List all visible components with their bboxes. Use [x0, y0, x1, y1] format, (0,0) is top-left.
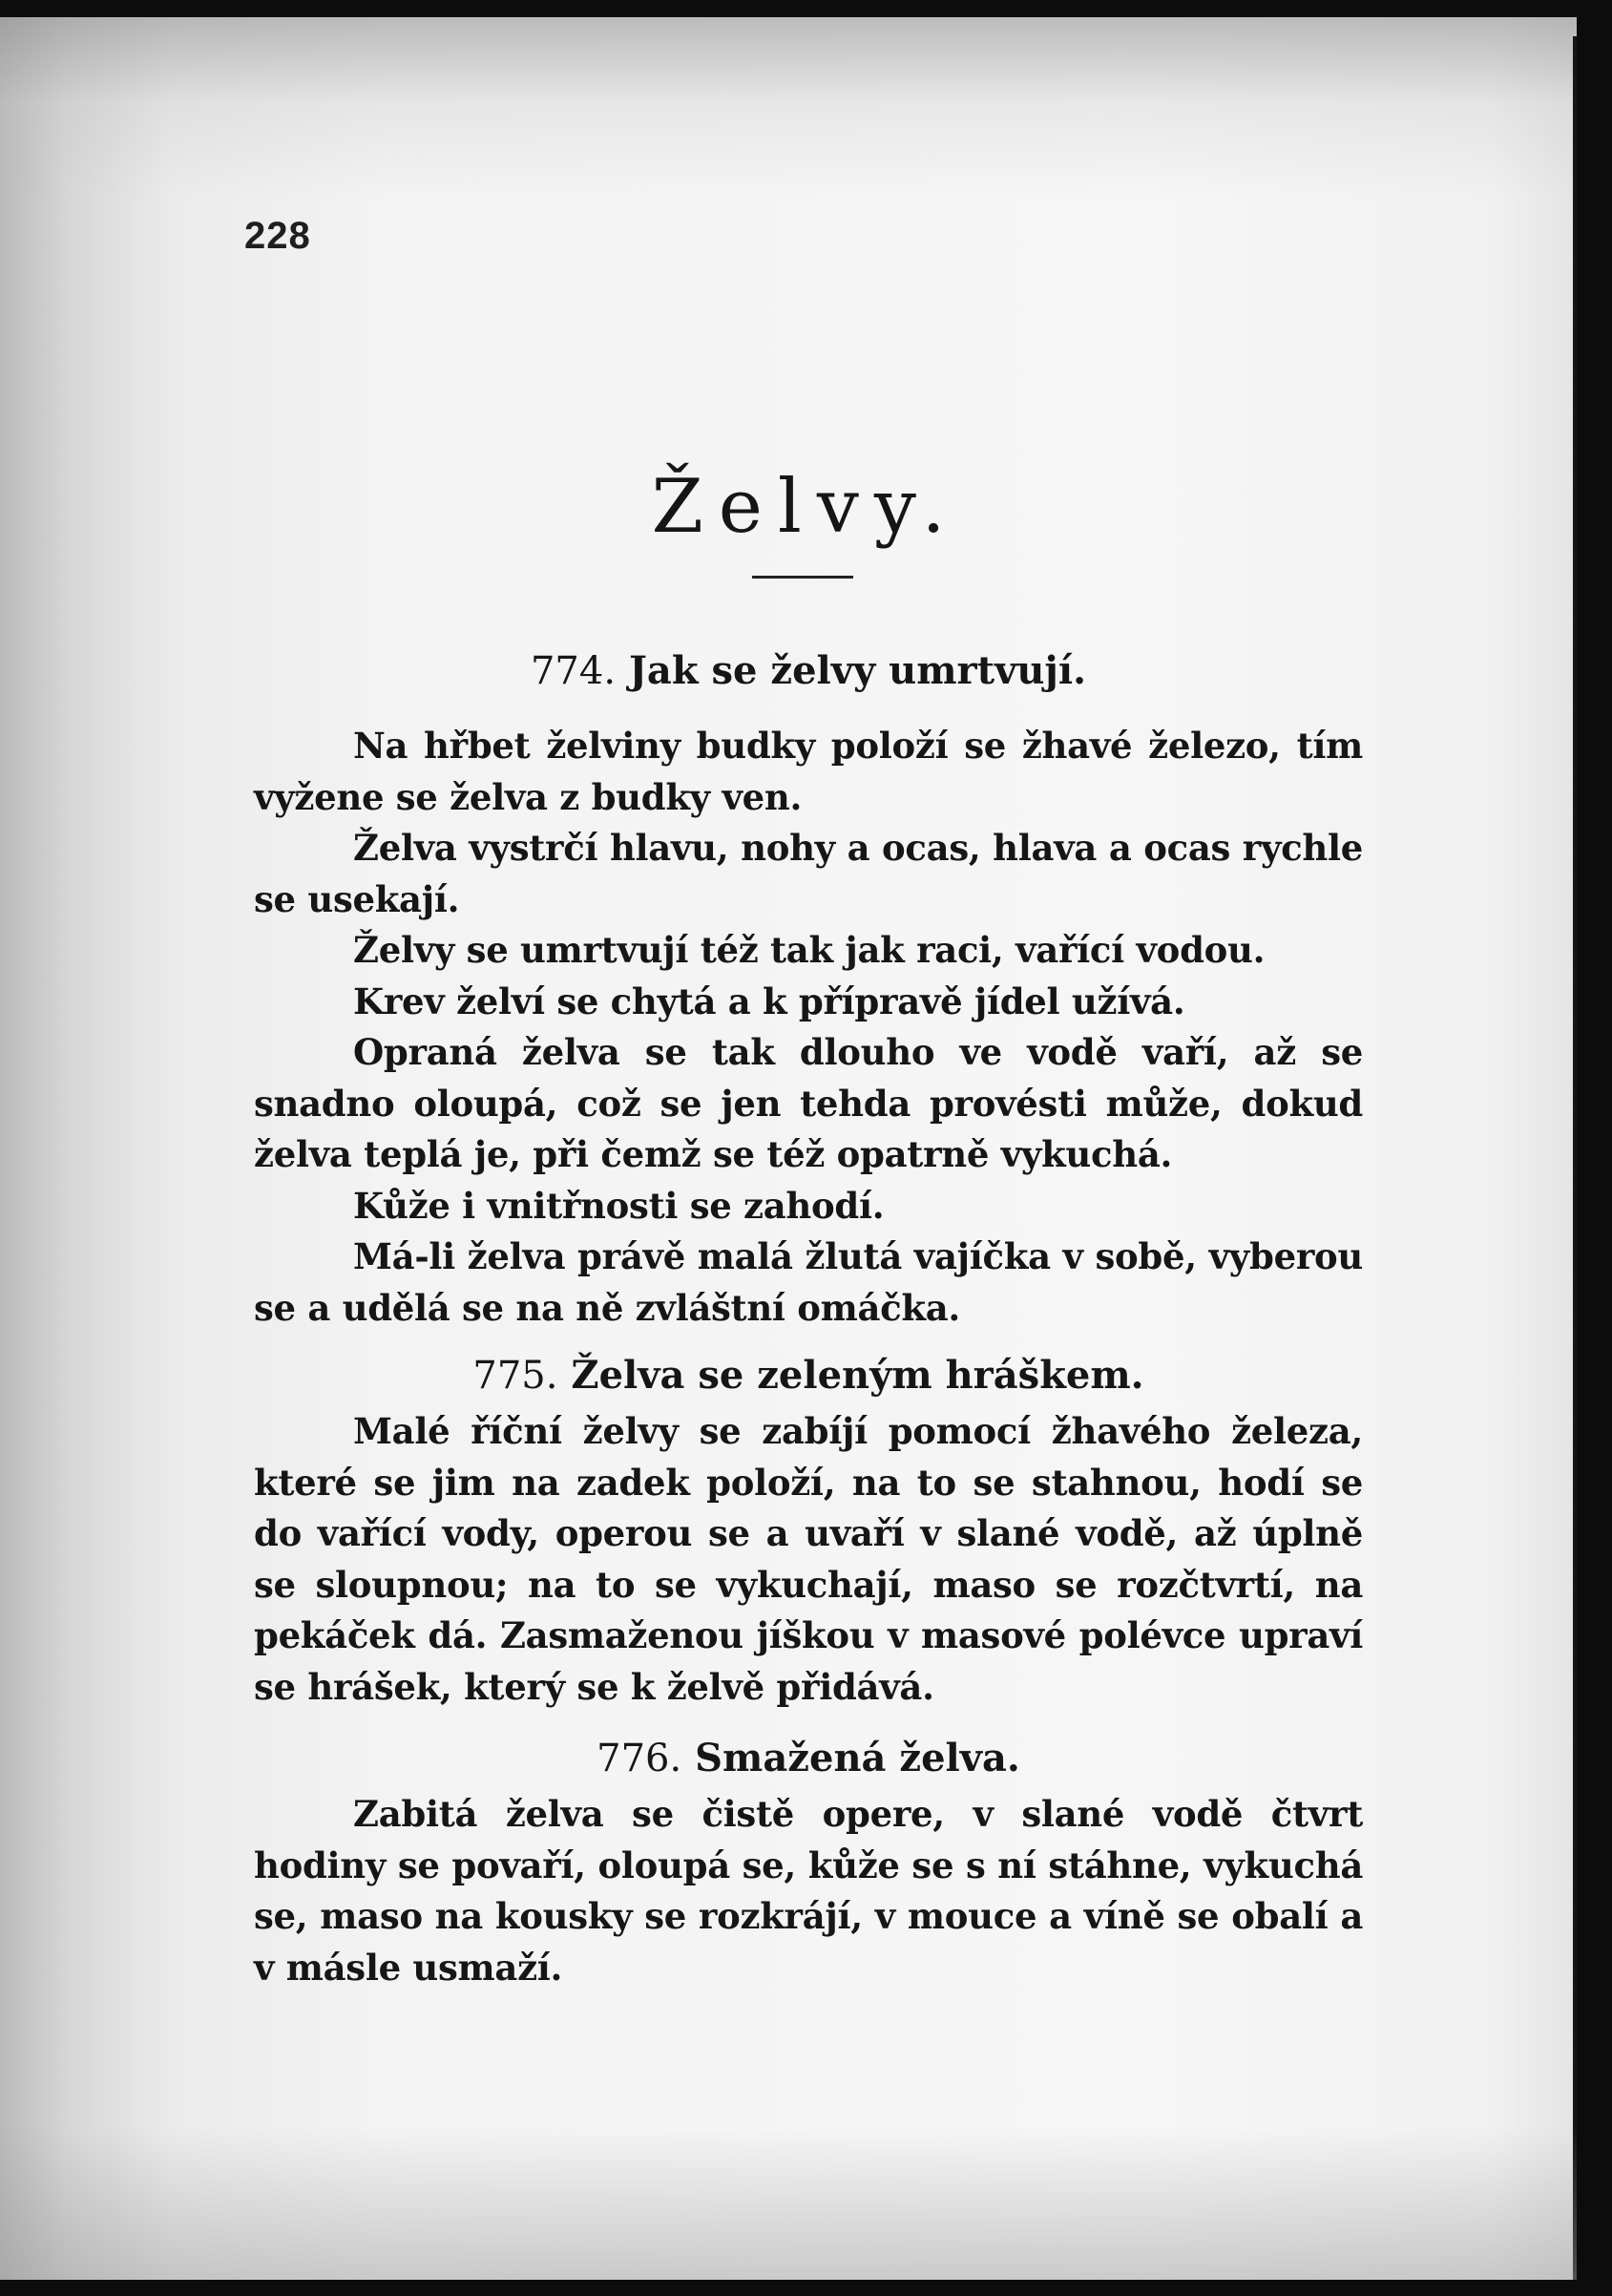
book-page	[0, 17, 1577, 2280]
chapter-title: Želvy.	[651, 464, 961, 550]
paragraph: Zabitá želva se čistě opere, v slané vodě čtvrt hodiny se povaří, oloupá se, kůže se s ní stáhne, vykuchá se, maso na kousky se rozkrájí, v mouce a víně se obalí a v másle usmaží.	[254, 1793, 1363, 1989]
recipe-number: 775.	[472, 1354, 558, 1398]
page-content	[254, 642, 1363, 1993]
recipe-heading-774	[254, 642, 1363, 700]
recipe-number: 776.	[597, 1737, 682, 1780]
title-divider	[752, 576, 853, 579]
recipe-heading-775	[254, 1347, 1363, 1404]
recipe-title: Želva se zeleným hráškem.	[571, 1353, 1144, 1398]
recipe-number: 774.	[530, 649, 617, 693]
recipe-title: Smažená želva.	[695, 1736, 1020, 1780]
recipe-heading-776	[254, 1730, 1363, 1787]
recipe-title: Jak se želvy umrtvují.	[628, 648, 1087, 693]
paragraph: Želva vystrčí hlavu, nohy a ocas, hlava a ocas rychle se usekají.	[254, 827, 1363, 920]
paragraph: Malé říční želvy se zabíjí pomocí žhavého železa, které se jim na zadek položí, na to se stahnou, hodí se do vařící vody, operou se a uvaří v slané vodě, až úplně se sloupnou; na to se vykuchají, maso se rozčtvrtí, na pekáček dá. Zasmaženou jíškou v masové polévce upraví se hrášek, který se k želvě přidává.	[254, 1410, 1363, 1708]
paragraph: Má-li želva právě malá žlutá vajíčka v sobě, vyberou se a udělá se na ně zvláštní omáčka.	[254, 1235, 1363, 1329]
paragraph: Kůže i vnitřnosti se zahodí.	[353, 1184, 885, 1227]
page-number: 228	[244, 215, 311, 257]
paragraph: Opraná želva se tak dlouho ve vodě vaří, až se snadno oloupá, což se jen tehda provésti může, dokud želva teplá je, při čemž se též opatrně vykuchá.	[254, 1031, 1363, 1175]
page-edge-shadow	[1573, 36, 1577, 2280]
paragraph: Krev želví se chytá a k přípravě jídel užívá.	[353, 979, 1185, 1022]
paragraph: Na hřbet želviny budky položí se žhavé železo, tím vyžene se želva z budky ven.	[254, 725, 1363, 818]
paragraph: Želvy se umrtvují též tak jak raci, vařící vodou.	[353, 929, 1266, 971]
